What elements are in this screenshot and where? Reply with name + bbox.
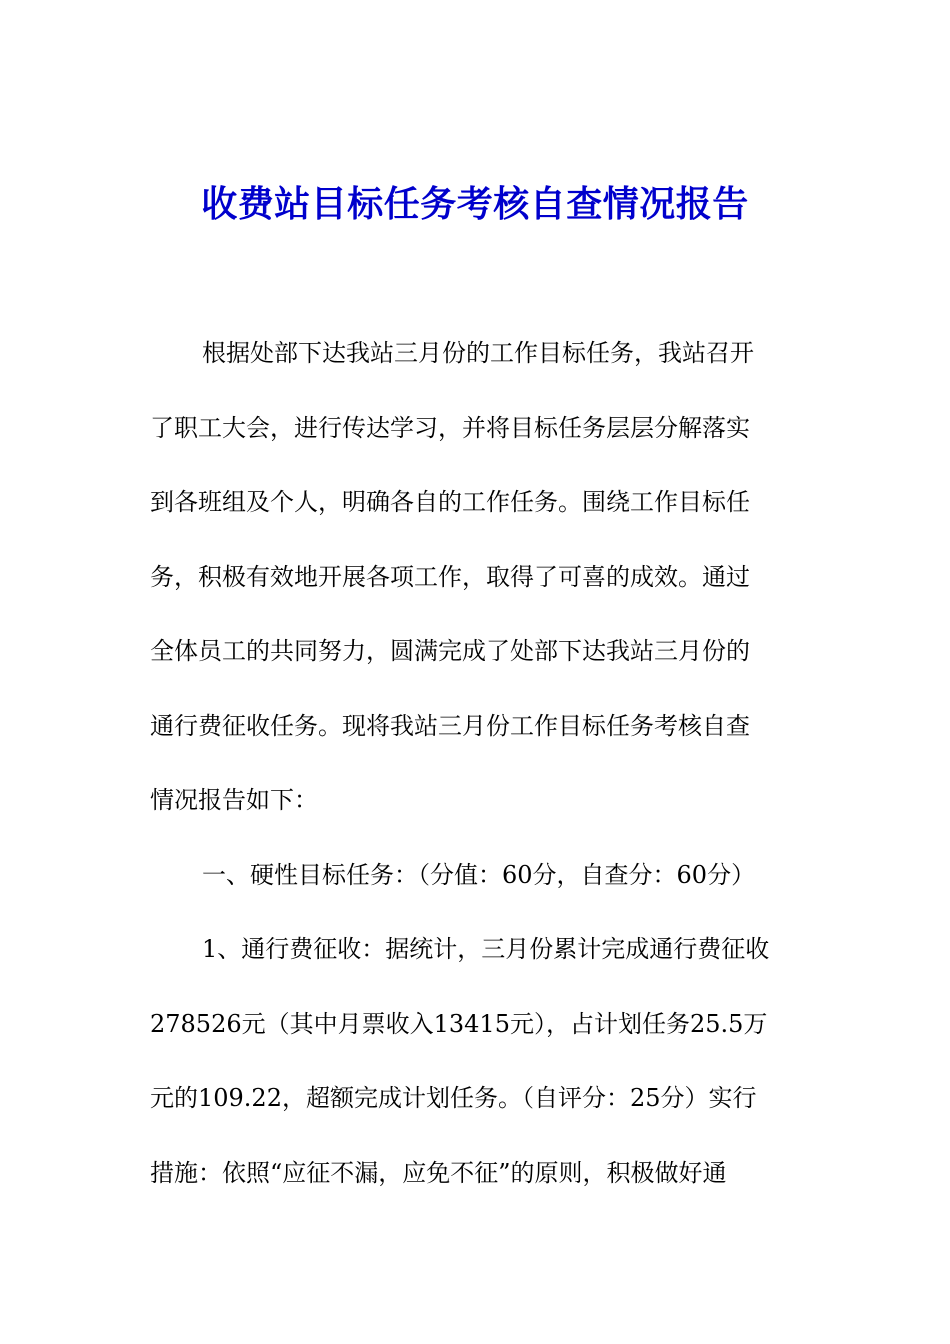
paragraph-line: 1、通行费征收：据统计，三月份累计完成通行费征收	[202, 935, 770, 963]
paragraph-line: 到各班组及个人，明确各自的工作任务。围绕工作目标任	[150, 488, 750, 516]
paragraph-line: 务，积极有效地开展各项工作，取得了可喜的成效。通过	[150, 563, 750, 591]
paragraph-line: 措施：依照“应征不漏，应免不征”的原则，积极做好通	[150, 1159, 727, 1187]
paragraph-line: 情况报告如下：	[150, 786, 318, 814]
paragraph-line: 元的109.22，超额完成计划任务。（自评分：25分）实行	[150, 1084, 757, 1112]
document-title: 收费站目标任务考核自查情况报告	[201, 183, 749, 225]
section-heading: 一、硬性目标任务：（分值：60分，自查分：60分）	[202, 861, 756, 889]
paragraph-line: 通行费征收任务。现将我站三月份工作目标任务考核自查	[150, 712, 750, 740]
paragraph-line: 了职工大会，进行传达学习，并将目标任务层层分解落实	[150, 414, 750, 442]
paragraph-line: 根据处部下达我站三月份的工作目标任务，我站召开	[202, 339, 754, 367]
paragraph-line: 全体员工的共同努力，圆满完成了处部下达我站三月份的	[150, 637, 750, 665]
paragraph-line: 278526元（其中月票收入13415元），占计划任务25.5万	[150, 1010, 768, 1038]
